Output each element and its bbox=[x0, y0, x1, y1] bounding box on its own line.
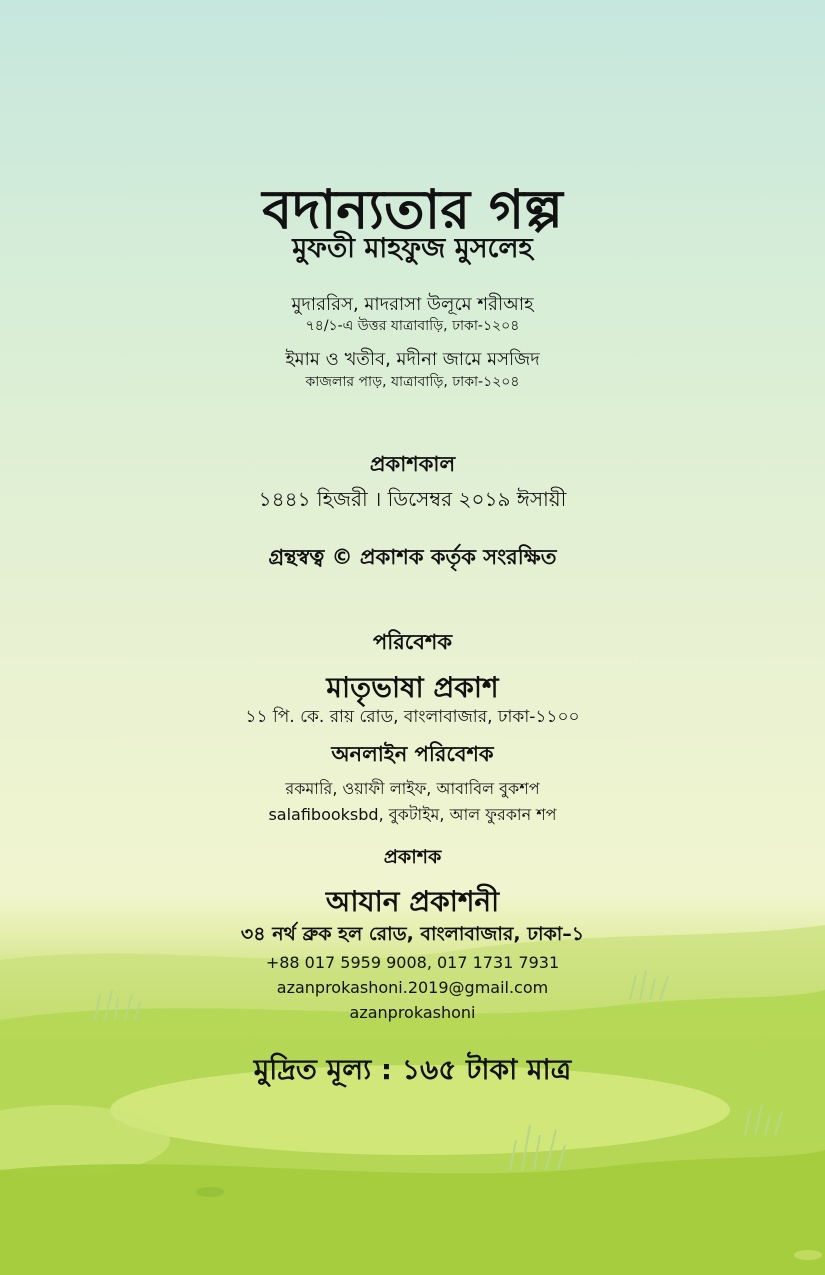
online-distributor-list-1: রকমারি, ওয়াফী লাইফ, আবাবিল বুকশপ bbox=[285, 779, 540, 798]
distributor-name: মাতৃভাষা প্রকাশ bbox=[326, 671, 499, 704]
online-distributor-heading: অনলাইন পরিবেশক bbox=[331, 742, 494, 766]
publication-heading: প্রকাশকাল bbox=[369, 452, 456, 476]
copyright-notice: গ্রন্থস্বত্ব © প্রকাশক কর্তৃক সংরক্ষিত bbox=[268, 545, 557, 569]
publisher-phone: +88 017 5959 9008, 017 1731 7931 bbox=[265, 953, 560, 972]
distributor-heading: পরিবেশক bbox=[372, 630, 453, 654]
publisher-web: azanprokashoni bbox=[349, 1003, 476, 1022]
author-affiliation-2-address: কাজলার পাড়, যাত্রাবাড়ি, ঢাকা-১২০৪ bbox=[305, 374, 520, 390]
author-affiliation-1: মুদাররিস, মাদরাসা উলূমে শরীআহ bbox=[291, 294, 534, 315]
author-name: মুফতী মাহফুজ মুসলেহ bbox=[292, 233, 533, 264]
author-affiliation-2: ইমাম ও খতীব, মদীনা জামে মসজিদ bbox=[285, 349, 540, 370]
publisher-address: ৩৪ নর্থ ব্রুক হল রোড, বাংলাবাজার, ঢাকা–১ bbox=[240, 923, 585, 945]
printed-price: মুদ্রিত মূল্য : ১৬৫ টাকা মাত্র bbox=[253, 1053, 572, 1086]
publication-date: ১৪৪১ হিজরী । ডিসেম্বর ২০১৯ ঈসায়ী bbox=[258, 487, 567, 511]
book-title: বদান্যতার গল্প bbox=[262, 178, 563, 241]
online-distributor-list-2: salafibooksbd, বুকটাইম, আল ফুরকান শপ bbox=[268, 805, 557, 824]
author-affiliation-1-address: ৭৪/১-এ উত্তর যাত্রাবাড়ি, ঢাকা-১২০৪ bbox=[305, 318, 520, 334]
publisher-email: azanprokashoni.2019@gmail.com bbox=[276, 978, 549, 997]
publisher-name: আযান প্রকাশনী bbox=[325, 885, 500, 918]
distributor-address: ১১ পি. কে. রায় রোড, বাংলাবাজার, ঢাকা-১১০০ bbox=[245, 707, 580, 727]
publisher-heading: প্রকাশক bbox=[383, 846, 442, 868]
